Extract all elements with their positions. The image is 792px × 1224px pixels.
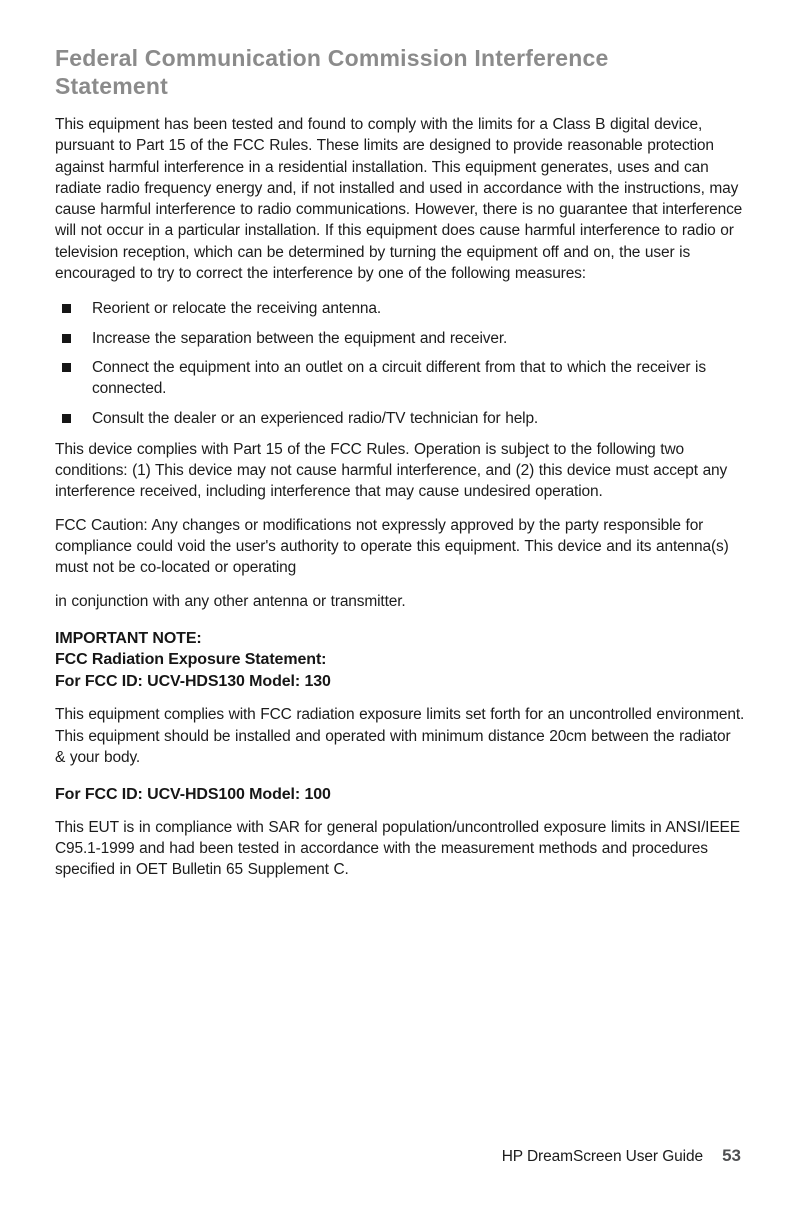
bullet-square-icon	[62, 304, 71, 313]
list-item	[55, 298, 745, 319]
list-item	[55, 357, 745, 400]
footer-doc-title: HP DreamScreen User Guide	[501, 1148, 704, 1165]
bullet-square-icon	[62, 363, 71, 372]
conjunction-paragraph: in conjunction with any other antenna or transmitter.	[55, 592, 406, 610]
page-title	[55, 44, 745, 100]
page-number: 53	[722, 1146, 741, 1165]
list-item	[55, 408, 745, 429]
measures-list	[55, 298, 745, 428]
page-title-line1: Federal Communication Commission Interference	[55, 45, 609, 71]
list-item-text: Reorient or relocate the receiving antenna.	[92, 300, 382, 318]
list-item-text: Consult the dealer or an experienced radio/TV technician for help.	[92, 409, 539, 427]
sar-paragraph: This EUT is in compliance with SAR for general population/uncontrolled exposure limits in ANSI/IEEE C95.1-1999 and had been tested in accordance with the measurement methods and procedures specified in OET Bulletin 65 Supplement C.	[55, 818, 740, 879]
important-note-heading: IMPORTANT NOTE:	[55, 629, 202, 647]
fcc-id-hds130-heading: For FCC ID: UCV-HDS130 Model: 130	[55, 672, 331, 690]
important-note-block	[55, 628, 745, 693]
bullet-square-icon	[62, 414, 71, 423]
list-item-text: Connect the equipment into an outlet on a circuit different from that to which the receiver is connected.	[92, 358, 706, 398]
page-footer	[502, 1146, 741, 1166]
fcc-id-hds100-heading: For FCC ID: UCV-HDS100 Model: 100	[55, 786, 331, 804]
bullet-square-icon	[62, 334, 71, 343]
fcc-caution-paragraph: FCC Caution: Any changes or modifications not expressly approved by the party responsible for compliance could void the user's authority to operate this equipment. This device and its antenna(s) must not be co-located or operating	[55, 516, 729, 577]
list-item-text: Increase the separation between the equipment and receiver.	[92, 329, 508, 347]
intro-paragraph: This equipment has been tested and found to comply with the limits for a Class B digital device, pursuant to Part 15 of the FCC Rules. These limits are designed to provide reasonable protection against harmful interference in a residential installation. This equipment generates, uses and can radiate radio frequency energy and, if not installed and used in accordance with the instructions, may cause harmful interference to radio communications. However, there is no guarantee that interference will not occur in a particular installation. If this equipment does cause harmful interference to radio or television reception, which can be determined by turning the equipment off and on, the user is encouraged to try to correct the interference by one of the following measures:	[55, 116, 743, 283]
part15-paragraph: This device complies with Part 15 of the FCC Rules. Operation is subject to the following two conditions: (1) This device may not cause harmful interference, and (2) this device must accept any interference received, including interference that may cause undesired operation.	[55, 440, 728, 501]
exposure-paragraph: This equipment complies with FCC radiation exposure limits set forth for an uncontrolled environment. This equipment should be installed and operated with minimum distance 20cm between the radiator & your body.	[55, 706, 745, 767]
page-title-line2: Statement	[55, 73, 168, 99]
radiation-exposure-heading: FCC Radiation Exposure Statement:	[55, 651, 327, 669]
list-item	[55, 328, 745, 349]
document-page	[55, 44, 745, 893]
